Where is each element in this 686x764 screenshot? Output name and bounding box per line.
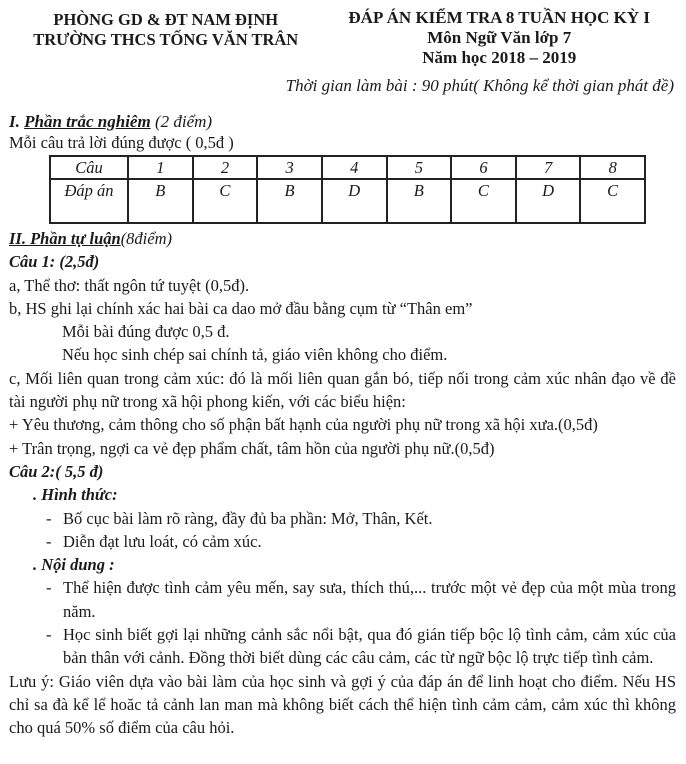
answer-cell: D	[516, 179, 581, 223]
section1-number: I.	[9, 112, 20, 131]
question-number-row	[50, 156, 645, 179]
question1-note-2: Nếu học sinh chép sai chính tả, giáo viên không cho điểm.	[62, 345, 448, 365]
answer-cell: B	[128, 179, 193, 223]
section2-points: (8điểm)	[120, 229, 173, 248]
content-bullet-item	[9, 576, 676, 623]
school-year-line: Năm học 2018 – 2019	[422, 48, 577, 67]
question1-answer-b: b, HS ghi lại chính xác hai bài ca dao mở đầu bằng cụm từ “Thân em”	[9, 298, 473, 318]
answer-label-cell: Đáp án	[50, 179, 128, 223]
time-allowance-note: Thời gian làm bài : 90 phút( Không kể thời gian phát đề)	[285, 76, 674, 95]
question-number-cell: 6	[451, 156, 516, 179]
content-item-text: Học sinh biết gợi lại những cảnh sắc nổi bật, qua đó gián tiếp bộc lộ tình cảm, cảm xúc của bản thân với cảnh. Đồng thời biết dùng các câu cảm, các từ ngữ bộc lộ trực tiếp tình cảm.	[63, 625, 676, 668]
question-number-cell: 5	[387, 156, 452, 179]
question-number-cell: 7	[516, 156, 581, 179]
exam-title: ĐÁP ÁN KIỂM TRA 8 TUẦN HỌC KỲ I	[348, 8, 651, 27]
answer-table	[49, 155, 646, 224]
school-block	[9, 8, 322, 68]
format-item-text: Bố cục bài làm rõ ràng, đầy đủ ba phần: Mở, Thân, Kết.	[63, 508, 433, 528]
section1-title	[9, 111, 676, 133]
document-header	[9, 8, 676, 68]
content-item-text: Thể hiện được tình cảm yêu mến, say sưa, thích thú,... trước một vẻ đẹp của một mùa trong năm.	[63, 578, 676, 621]
section1-points: (2 điểm)	[154, 112, 213, 131]
content-bullet-item	[9, 623, 676, 670]
section1-subtitle: Mỗi câu trả lời đúng được ( 0,5đ )	[9, 133, 234, 152]
dash-bullet: -	[46, 508, 52, 528]
section2-title	[9, 227, 676, 250]
format-bullet-item	[9, 507, 676, 530]
dash-bullet: -	[46, 625, 52, 645]
question-number-cell: 4	[322, 156, 387, 179]
title-block	[322, 8, 676, 68]
section1-name: Phần trắc nghiêm	[24, 112, 151, 131]
dash-bullet: -	[46, 531, 52, 551]
answer-cell: B	[257, 179, 322, 223]
format-item-text: Diễn đạt lưu loát, có cảm xúc.	[63, 531, 262, 551]
question-number-cell: 8	[580, 156, 645, 179]
section2-essay	[9, 227, 676, 740]
question1-note-1: Mỗi bài đúng được 0,5 đ.	[62, 322, 230, 342]
question1-point-1: + Yêu thương, cảm thông cho số phận bất hạnh của người phụ nữ trong xã hội xưa.(0,5đ)	[9, 415, 598, 435]
subject-line: Môn Ngữ Văn lớp 7	[427, 28, 572, 47]
question1-answer-a: a, Thể thơ: thất ngôn tứ tuyệt (0,5đ).	[9, 275, 250, 295]
question2-content-label: . Nội dung :	[33, 555, 115, 575]
section2-name: II. Phần tự luận	[9, 229, 121, 248]
question1-answer-c: c, Mối liên quan trong cảm xúc: đó là mối liên quan gắn bó, tiếp nối trong cảm xúc nhân đạo về đề tài người phụ nữ trong xã hội phong kiến, với các biểu hiện:	[9, 368, 676, 412]
question1-point-2: + Trân trọng, ngợi ca vẻ đẹp phẩm chất, tâm hồn của người phụ nữ.(0,5đ)	[9, 438, 495, 458]
school-name: TRƯỜNG THCS TỐNG VĂN TRÂN	[33, 29, 299, 49]
dash-bullet: -	[46, 578, 52, 598]
answer-cell: C	[580, 179, 645, 223]
answer-cell: C	[451, 179, 516, 223]
question-label-cell: Câu	[50, 156, 128, 179]
format-bullet-item	[9, 530, 676, 553]
question-number-cell: 3	[257, 156, 322, 179]
grading-note: Lưu ý: Giáo viên dựa vào bài làm của học sinh và gợi ý của đáp án để linh hoạt cho điểm. Nếu HS chỉ sa đà kể lể hoăc tả cảnh lan man mà không biết cách thể hiện tình cảm cảm, cảm xúc thì không cho quá 50% số điểm của câu hỏi.	[9, 671, 676, 738]
answer-cell: C	[193, 179, 258, 223]
answer-row	[50, 179, 645, 223]
question-number-cell: 1	[128, 156, 193, 179]
answer-cell: D	[322, 179, 387, 223]
question2-heading: Câu 2:( 5,5 đ)	[9, 461, 104, 481]
question2-format-label: . Hình thức:	[33, 485, 118, 505]
answer-cell: B	[387, 179, 452, 223]
question1-heading: Câu 1: (2,5đ)	[9, 252, 100, 272]
department-name: PHÒNG GD & ĐT NAM ĐỊNH	[53, 10, 279, 29]
question-number-cell: 2	[193, 156, 258, 179]
